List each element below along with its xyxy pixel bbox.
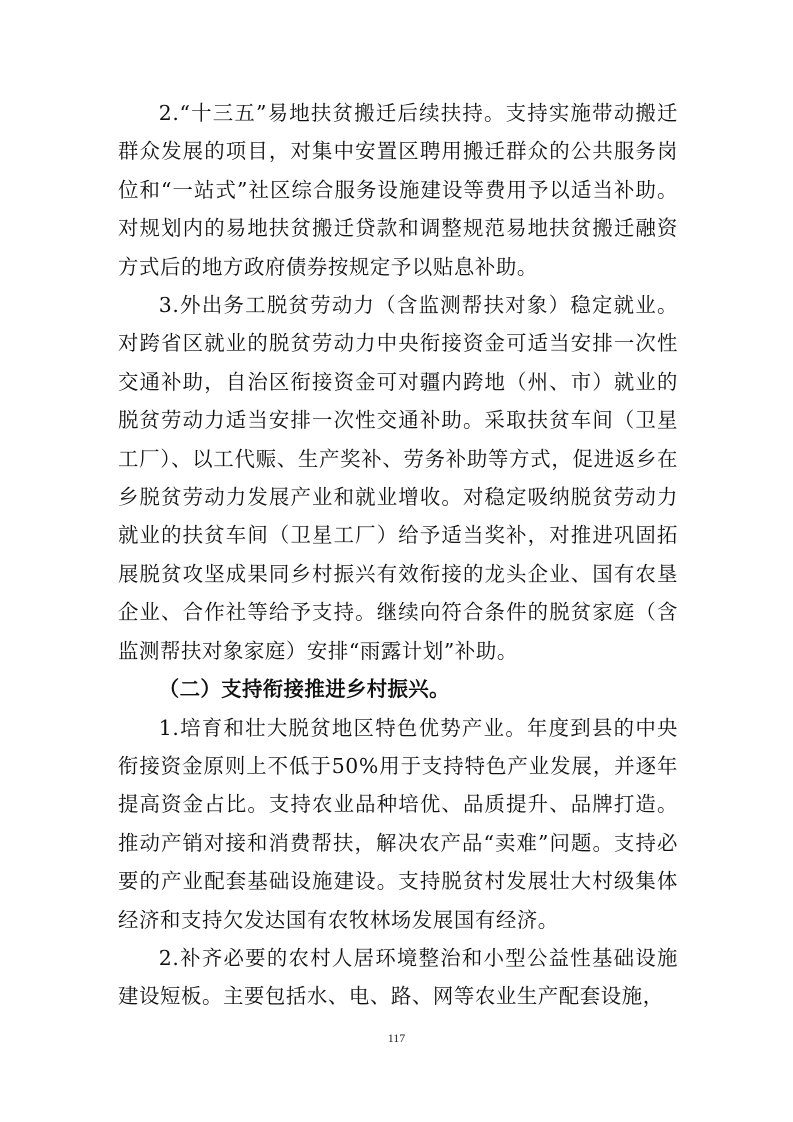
paragraph-relocation-support: 2.“十三五”易地扶贫搬迁后续扶持。支持实施带动搬迁群众发展的项目，对集中安置区聘用搬迁群众的公共服务岗位和“一站式”社区综合服务设施建设等费用予以适当补助。对规划内的易地扶贫搬迁贷款和调整规范易地扶贫搬迁融资方式后的地方政府债券按规定予以贴息补助。 (118, 101, 678, 279)
body-text (118, 94, 678, 1016)
paragraph-specialty-industries: 1.培育和壮大脱贫地区特色优势产业。年度到县的中央衔接资金原则上不低于50%用于支持特色产业发展，并逐年提高资金占比。支持农业品种培优、品质提升、品牌打造。推动产销对接和消费帮扶，解决农产品“卖难”问题。支持必要的产业配套基础设施建设。支持脱贫村发展壮大村级集体经济和支持欠发达国有农牧林场发展国有经济。 (118, 715, 678, 932)
page-number: 117 (387, 1031, 406, 1045)
paragraph-infrastructure: 2.补齐必要的农村人居环境整治和小型公益性基础设施建设短板。主要包括水、电、路、网等农业生产配套设施， (118, 945, 678, 1009)
paragraph-migrant-employment: 3.外出务工脱贫劳动力（含监测帮扶对象）稳定就业。对跨省区就业的脱贫劳动力中央衔接资金可适当安排一次性交通补助，自治区衔接资金可对疆内跨地（州、市）就业的脱贫劳动力适当安排一次性交通补助。采取扶贫车间（卫星工厂）、以工代赈、生产奖补、劳务补助等方式，促进返乡在乡脱贫劳动力发展产业和就业增收。对稳定吸纳脱贫劳动力就业的扶贫车间（卫星工厂）给予适当奖补，对推进巩固拓展脱贫攻坚成果同乡村振兴有效衔接的龙头企业、国有农垦企业、合作社等给予支持。继续向符合条件的脱贫家庭（含监测帮扶对象家庭）安排“雨露计划”补助。 (118, 293, 678, 663)
section-heading-rural-revitalization: （二）支持衔接推进乡村振兴。 (158, 677, 450, 702)
